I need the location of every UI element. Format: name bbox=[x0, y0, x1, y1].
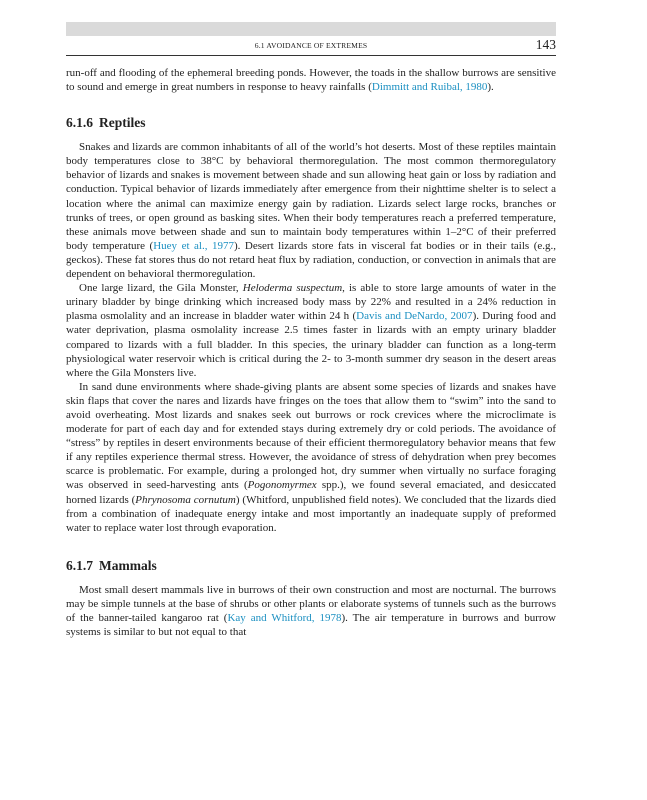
citation-link[interactable]: Dimmitt and Ruibal, 1980 bbox=[371, 81, 488, 94]
header-rule bbox=[66, 55, 556, 56]
running-head: 6.1 AVOIDANCE OF EXTREMES bbox=[254, 41, 368, 50]
page-number: 143 bbox=[535, 37, 556, 52]
species-name: Heloderma suspectum bbox=[242, 282, 343, 295]
section-number: 6.1.7 bbox=[66, 557, 93, 573]
body-paragraph: One large lizard, the Gila Monster, Heloderma suspectum, is able to store large amounts of water in the urinary bladder by binge drinking which increased body mass by 22% and resulted in a 24% reduction in plasma osmolality and an increase in bladder water within 24 h (Davis and DeNardo, 2007). During food and water deprivation, plasma osmolality increase 2.5 times faster in lizards with an empty urinary bladder compared to lizards with a full bladder. In this species, the urinary bladder can function as a long-term physiological water reservoir which is critical during the 2- to 3-month summer dry season in the desert areas where the Gila Monsters live. bbox=[66, 282, 556, 379]
continued-paragraph: run-off and flooding of the ephemeral breeding ponds. However, the toads in the shallow burrows are sensitive to sound and emerge in great numbers in response to heavy rainfalls (Dimmitt and Ruibal, 1980). bbox=[66, 67, 556, 94]
section-title: Reptiles bbox=[99, 115, 146, 131]
body-paragraph: Snakes and lizards are common inhabitants of all of the world’s hot deserts. Most of these reptiles maintain body temperatures close to 38°C by behavioral thermoregulation. The most common thermoregulatory behavior of lizards and snakes is movement between shade and sun allowing heat gain or loss by radiation and conduction. Typical behavior of lizards immediately after emergence from their nighttime shelter is to select a location where the animal can maximize energy gain by radiation. Lizards select large rocks, branches or trunks of trees, or open ground as basking sites. When their body temperatures reach a preferred temperature, these animals move between shade and sun to maintain body temperatures within 1–2°C of their preferred body temperature (Huey et al., 1977). Desert lizards store fats in visceral fat bodies or in their tails (e.g., geckos). These fat stores thus do not retard heat flux by radiation, conduction, or convection in animals that are dependent on behavioral thermoregulation. bbox=[66, 141, 557, 281]
page-body bbox=[66, 66, 556, 639]
species-name: Pogonomyrmex bbox=[247, 479, 317, 492]
header-band bbox=[66, 22, 556, 36]
citation-link[interactable]: Kay and Whitford, 1978 bbox=[227, 612, 342, 624]
species-name: Phrynosoma cornutum bbox=[135, 493, 236, 506]
citation-link[interactable]: Davis and DeNardo, 2007 bbox=[356, 310, 473, 323]
body-paragraph: Most small desert mammals live in burrows of their own construction and most are nocturnal. The burrows may be simple tunnels at the base of shrubs or other plants or elaborate systems of tunnels such as the burrows of the banner-tailed kangaroo rat (Kay and Whitford, 1978). The air temperature in burrows and burrow systems is similar to but not equal to that bbox=[66, 583, 556, 639]
page-header bbox=[66, 37, 556, 55]
section-number: 6.1.6 bbox=[66, 115, 93, 131]
section-heading-mammals bbox=[66, 557, 556, 574]
section-heading-reptiles bbox=[66, 114, 556, 131]
citation-link[interactable]: Huey et al., 1977 bbox=[153, 239, 234, 252]
body-paragraph: In sand dune environments where shade-giving plants are absent some species of lizards and snakes have skin flaps that cover the nares and lizards have fringes on the toes that allow them to “swim” into the sand to avoid overheating. Most lizards and snakes seek out burrows or rock crevices where the microclimate is moderate for part of each day and for extended stays during extremely dry or cold periods. The avoidance of “stress” by reptiles in desert environments because of their efficient thermoregulatory behavior means that few if any reptiles experience thermal stress. However, the avoidance of stress of dehydration when prey becomes scarce is problematic. For example, during a prolonged hot, dry summer when virtually no surface foraging was observed in seed-harvesting ants (Pogonomyrmex spp.), we found several emaciated, and desiccated horned lizards (Phrynosoma cornutum) (Whitford, unpublished field notes). We concluded that the lizards died from a combination of inadequate energy intake and most importantly an inadequate supply of preformed water to replace water lost through evaporation. bbox=[66, 380, 557, 534]
section-title: Mammals bbox=[99, 557, 157, 573]
